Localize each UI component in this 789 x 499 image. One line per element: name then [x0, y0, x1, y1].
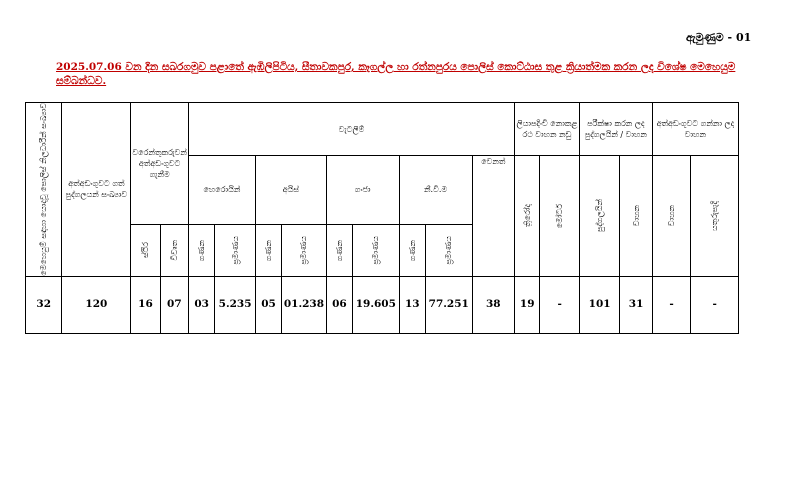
- header-seized-vehicles: අත්අඩංගුවට ගන්නා ලද වාහන: [652, 103, 738, 156]
- cell-motor: -: [540, 276, 579, 333]
- cell-heroin-qty: 5.235: [215, 276, 256, 333]
- header-heroin-count: ගණන: [189, 224, 215, 276]
- header-police-officers: මෙහෙයුම් සඳහා යොදවූ පොලිස් නිලධාරීන් සංඛ්‍යාව: [26, 103, 62, 277]
- cell-three-wheeler: 19: [515, 276, 540, 333]
- header-nvm-qty: ප්‍රමාණය: [425, 224, 472, 276]
- header-unregistered-vehicle-cases: ලියාපදිංචි නොකළ රථ වාහන නඩු: [515, 103, 580, 156]
- cell-ganja-qty: 19.605: [353, 276, 400, 333]
- header-vehicle: වාහන: [652, 156, 690, 277]
- header-heroin-qty: ප්‍රමාණය: [215, 224, 256, 276]
- header-ice-qty: ප්‍රමාණය: [282, 224, 327, 276]
- annex-label: ඇමුණුම - 01: [686, 31, 752, 44]
- header-warrants-open: ස්ථිර: [131, 224, 160, 276]
- header-arrested-persons: අත්අඩංගුවට ගත් පුද්ගලයන් සංඛ්‍යාව: [62, 103, 131, 277]
- header-ganja-count: ගණන: [326, 224, 352, 276]
- cell-seized-vehicle: -: [652, 276, 690, 333]
- cell-warrants-a: 16: [131, 276, 160, 333]
- header-vehicles: වාහන: [620, 156, 652, 277]
- cell-vehicles: 31: [620, 276, 652, 333]
- header-ganja: ගංජා: [326, 156, 399, 225]
- cell-persons: 101: [579, 276, 620, 333]
- cell-heroin-count: 03: [189, 276, 215, 333]
- header-other: වෙනත්: [472, 156, 515, 277]
- header-heroin: හෙරොයින්: [189, 156, 256, 225]
- cell-ice-count: 05: [255, 276, 281, 333]
- cell-seized-bikes: -: [691, 276, 739, 333]
- header-persons: පුද්ගලයින්: [579, 156, 620, 277]
- cell-ice-qty: 01.238: [282, 276, 327, 333]
- header-ice: අයිස්: [255, 156, 326, 225]
- cell-police: 32: [26, 276, 62, 333]
- header-motor: මෝටර්: [540, 156, 579, 277]
- header-motorbikes: යතුරුපැදි: [691, 156, 739, 277]
- operation-summary-table: [25, 102, 739, 334]
- cell-arrested: 120: [62, 276, 131, 333]
- header-warrants-stc: විවෘත: [160, 224, 188, 276]
- page-heading: 2025.07.06 වන දින සබරගමුව පළාතේ ඇඹිලිපිටිය, සීතාවකපුර, කෑගල්ල හා රත්නපුරය පොලිස් කොට්ඨාස තුළ ක්‍රියාත්මක කරන ලද විශේෂ මෙහෙයුම සම්බන්ධව.: [56, 61, 736, 87]
- cell-nvm-count: 13: [399, 276, 425, 333]
- header-ice-count: ගණන: [255, 224, 281, 276]
- header-warrants: වරෙන්තුකරුවන් අත්අඩංගුවට ගැනීම: [131, 103, 189, 225]
- cell-warrants-b: 07: [160, 276, 188, 333]
- header-three-wheeler: ත්‍රිරෝද: [515, 156, 540, 277]
- header-checked: පරීක්ෂා කරන ලද පුද්ගලයින් / වාහන: [579, 103, 652, 156]
- header-nvm-count: ගණන: [399, 224, 425, 276]
- cell-ganja-count: 06: [326, 276, 352, 333]
- table-row: [26, 276, 739, 333]
- cell-nvm-qty: 77.251: [425, 276, 472, 333]
- cell-other: 38: [472, 276, 515, 333]
- header-raids: වැටලීම්: [189, 103, 515, 156]
- header-nvm: නී.වි.ම: [399, 156, 472, 225]
- header-ganja-qty: ප්‍රමාණය: [353, 224, 400, 276]
